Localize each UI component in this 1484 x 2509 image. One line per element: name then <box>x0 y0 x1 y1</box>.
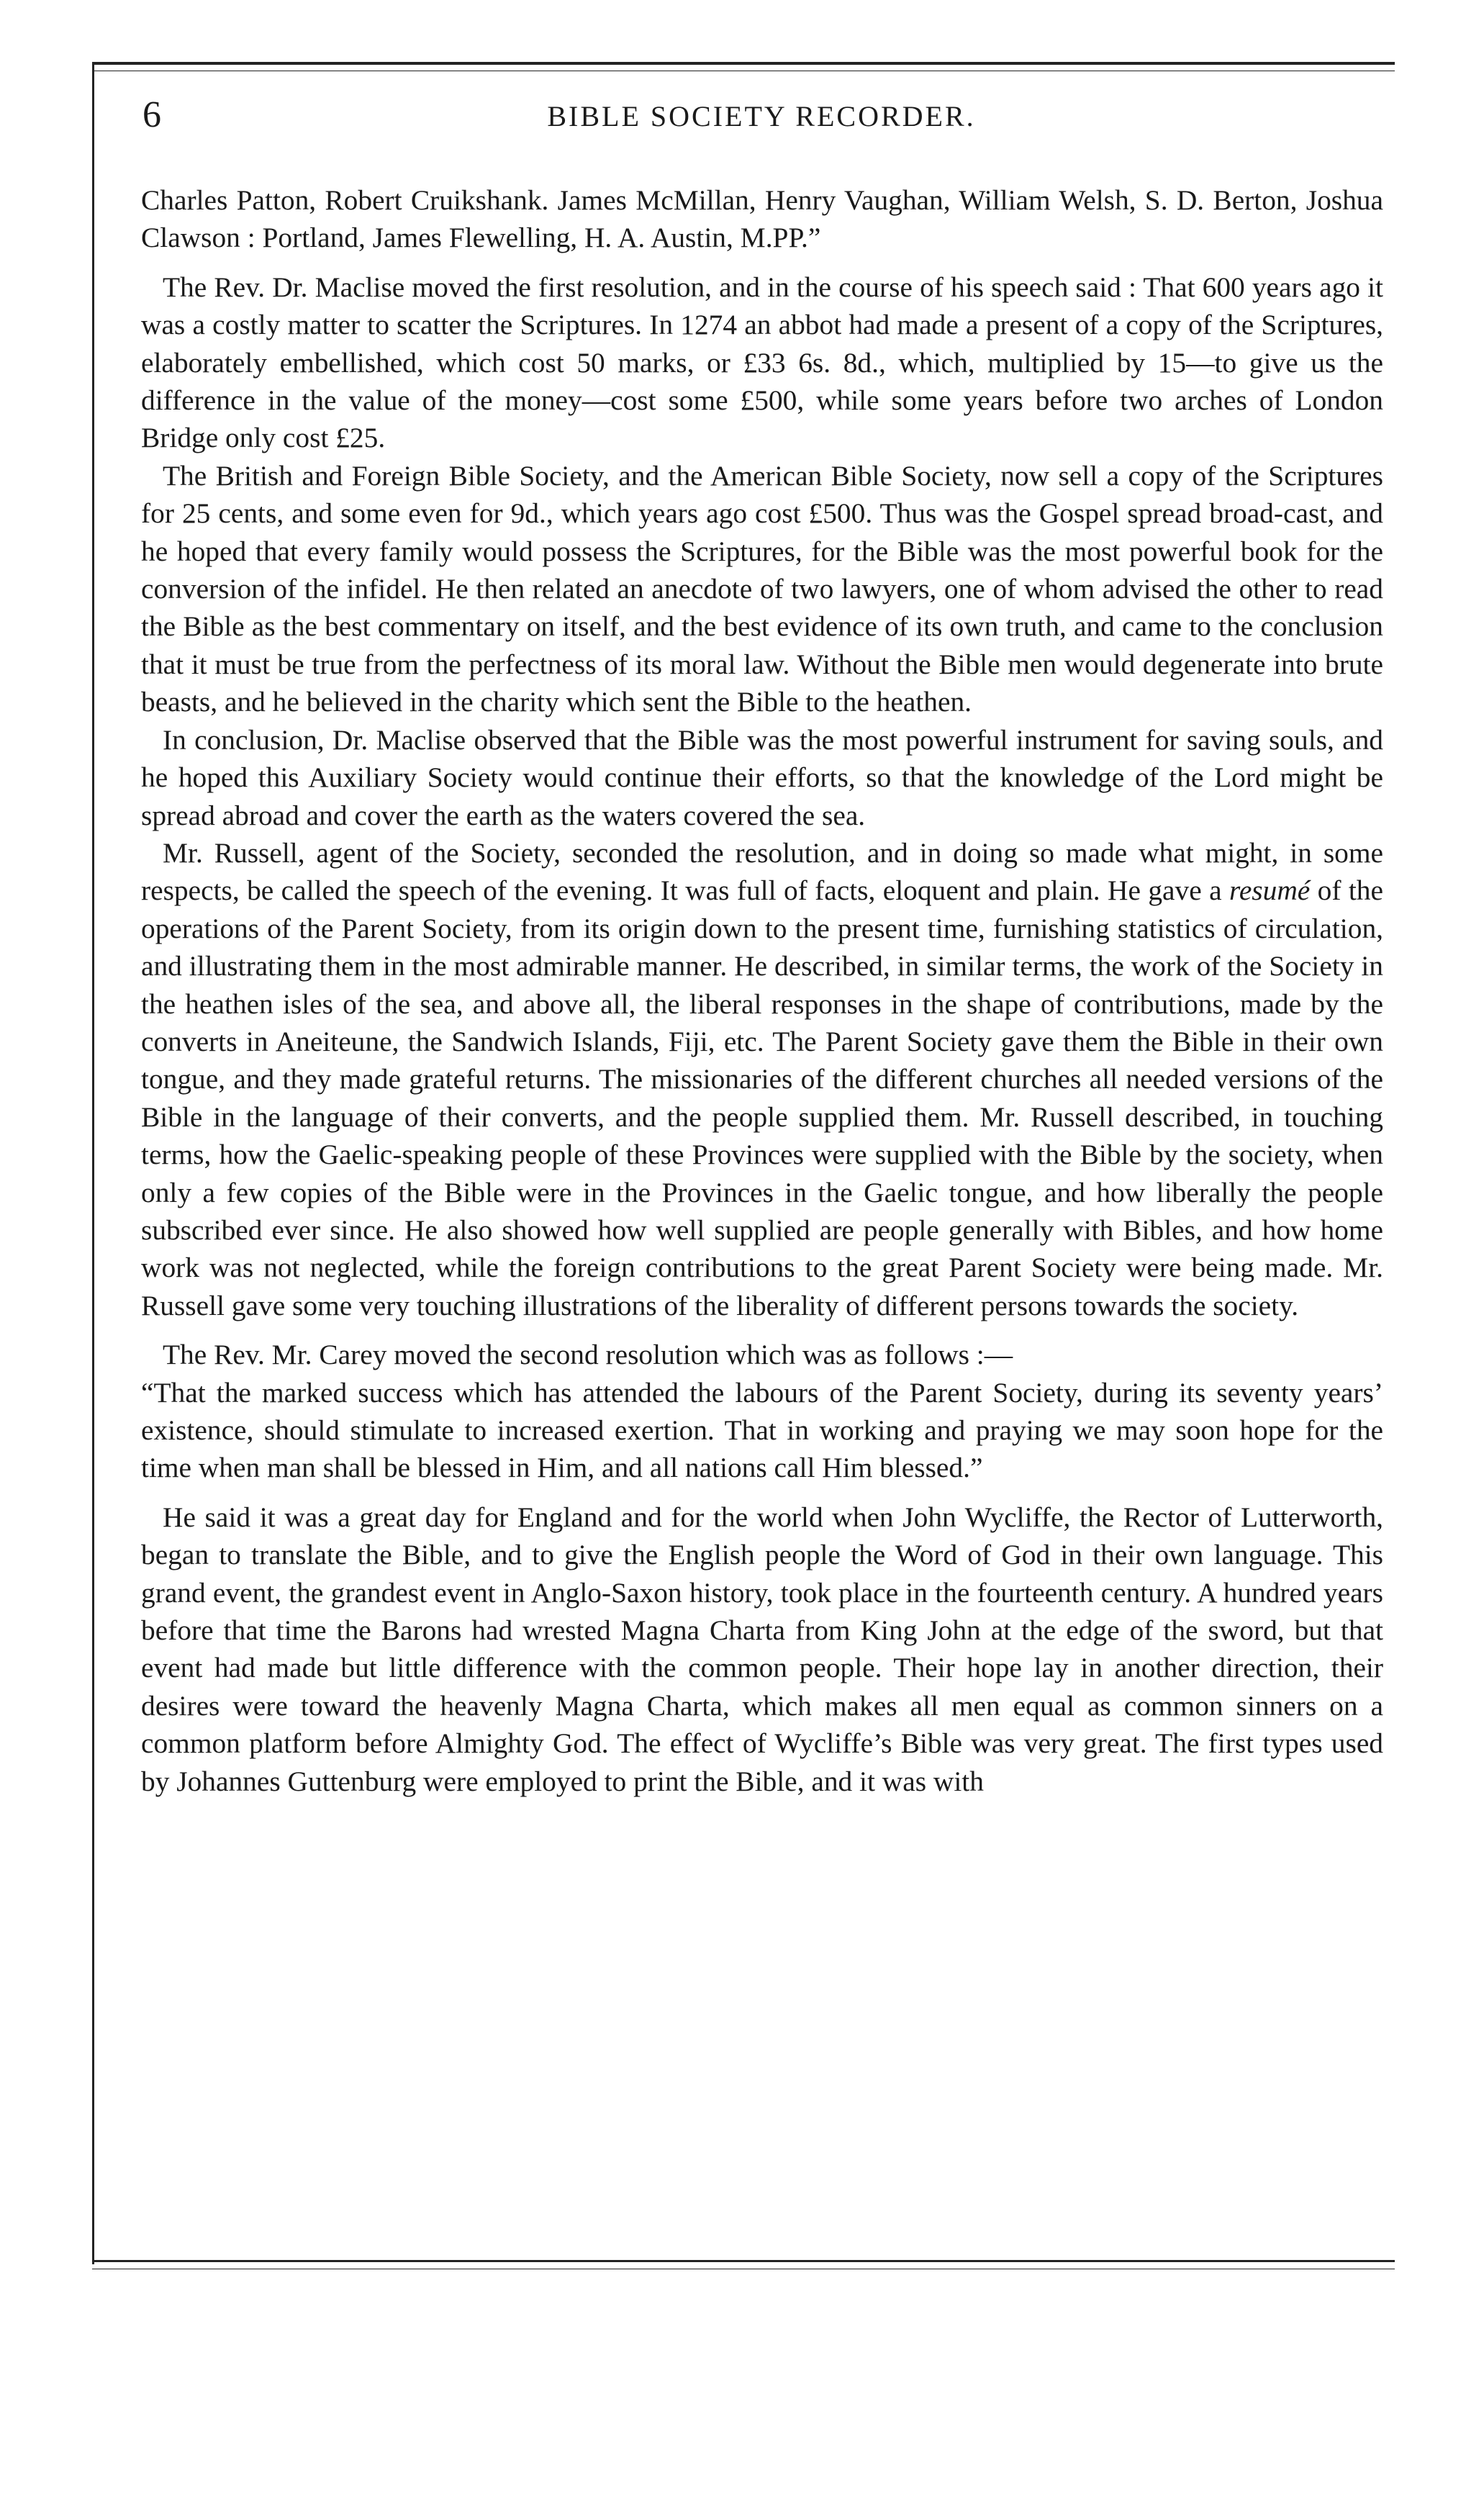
page-number: 6 <box>142 94 161 135</box>
paragraph: In conclusion, Dr. Maclise observed that the Bible was the most powerful instrument for saving souls, and he hoped this Auxiliary Society would continue their efforts, so that the knowledge of the Lord might be spread abroad and cover the earth as the waters covered the sea. <box>141 723 1383 831</box>
paragraph: The British and Foreign Bible Society, and the American Bible Society, now sell a copy of the Scriptures for 25 cents, and some even for 9d., which years ago cost £500. Thus was the Gospel spread broad-cast, and he hoped that every family would possess the Scriptures, for the Bible was the most powerful book for the conversion of the infidel. He then related an anecdote of two lawyers, one of whom advised the other to read the Bible as the best commentary on itself, and the best evidence of its own truth, and came to the conclusion that it must be true from the perfectness of its moral law. Without the Bible men would degenerate into brute beasts, and he believed in the charity which sent the Bible to the heathen. <box>141 459 1383 718</box>
paragraph: He said it was a great day for England and for the world when John Wycliffe, the Rector of Lutterworth, began to translate the Bible, and to give the English people the Word of God in their own language. This grand event, the grandest event in Anglo-Saxon history, took place in the fourteenth century. A hundred years before that time the Barons had wrested Magna Charta from King John at the edge of the sword, but that event had made but little difference with the common people. Their hope lay in another direction, their desires were toward the heavenly Magna Charta, which makes all men equal as common sinners on a common platform before Almighty God. The effect of Wycliffe’s Bible was very great. The first types used by Johannes Guttenburg were employed to print the Bible, and it was with <box>141 1501 1383 1797</box>
running-head: BIBLE SOCIETY RECORDER. <box>547 100 976 132</box>
paragraph-text: of the operations of the Parent Society, from its origin down to the present time, furnishing statistics of circulation, and illustrating them in the most admirable manner. He described, in similar terms, the work of the Society in the heathen isles of the sea, and above all, the liberal responses in the shape of contributions, made by the converts in Aneiteune, the Sandwich Islands, Fiji, etc. The Parent Society gave them the Bible in their own tongue, and they made grateful returns. The missionaries of the different churches all needed versions of the Bible in the language of their converts, and the people supplied them. Mr. Russell described, in touching terms, how the Gaelic-speaking people of these Provinces were supplied with the Bible by the society, when only a few copies of the Bible were in the Provinces in the Gaelic tongue, and how liberally the people subscribed ever since. He also showed how well supplied are people generally with Bibles, and how home work was not neglected, while the foreign contributions to the great Parent Society were being made. Mr. Russell gave some very touching illustrations of the liberality of different persons towards the society. <box>141 874 1383 1321</box>
paragraph <box>141 834 1383 1324</box>
article-body <box>141 181 1383 1800</box>
paragraph: The Rev. Dr. Maclise moved the first resolution, and in the course of his speech said : That 600 years ago it was a costly matter to scatter the Scriptures. In 1274 an abbot had made a present of a copy of the Scriptures, elaborately embellished, which cost 50 marks, or £33 6s. 8d., which, multiplied by 15—to give us the difference in the value of the money—cost some £500, while some years before two arches of London Bridge only cost £25. <box>141 271 1383 454</box>
italic-term: resumé <box>1229 874 1311 907</box>
top-border-rule <box>92 62 1395 65</box>
resolution-quote: “That the marked success which has attended the labours of the Parent Society, during its seventy years’ existence, should stimulate to increased exertion. That in working and praying we may soon hope for the time when man shall be blessed in Him, and all nations call Him blessed.” <box>141 1376 1383 1484</box>
paragraph: Charles Patton, Robert Cruikshank. James McMillan, Henry Vaughan, William Welsh, S. D. Berton, Joshua Clawson : Portland, James Flewelling, H. A. Austin, M.PP.” <box>141 184 1383 254</box>
bottom-border-rule <box>92 2260 1395 2262</box>
page-header <box>142 94 1380 137</box>
paragraph: The Rev. Mr. Carey moved the second resolution which was as follows :— <box>163 1339 1013 1371</box>
paragraph-text: Mr. Russell, agent of the Society, seconded the resolution, and in doing so made what might, in some respects, be called the speech of the evening. It was full of facts, eloquent and plain. He gave a <box>141 836 1383 907</box>
left-border-rule <box>92 62 94 2264</box>
